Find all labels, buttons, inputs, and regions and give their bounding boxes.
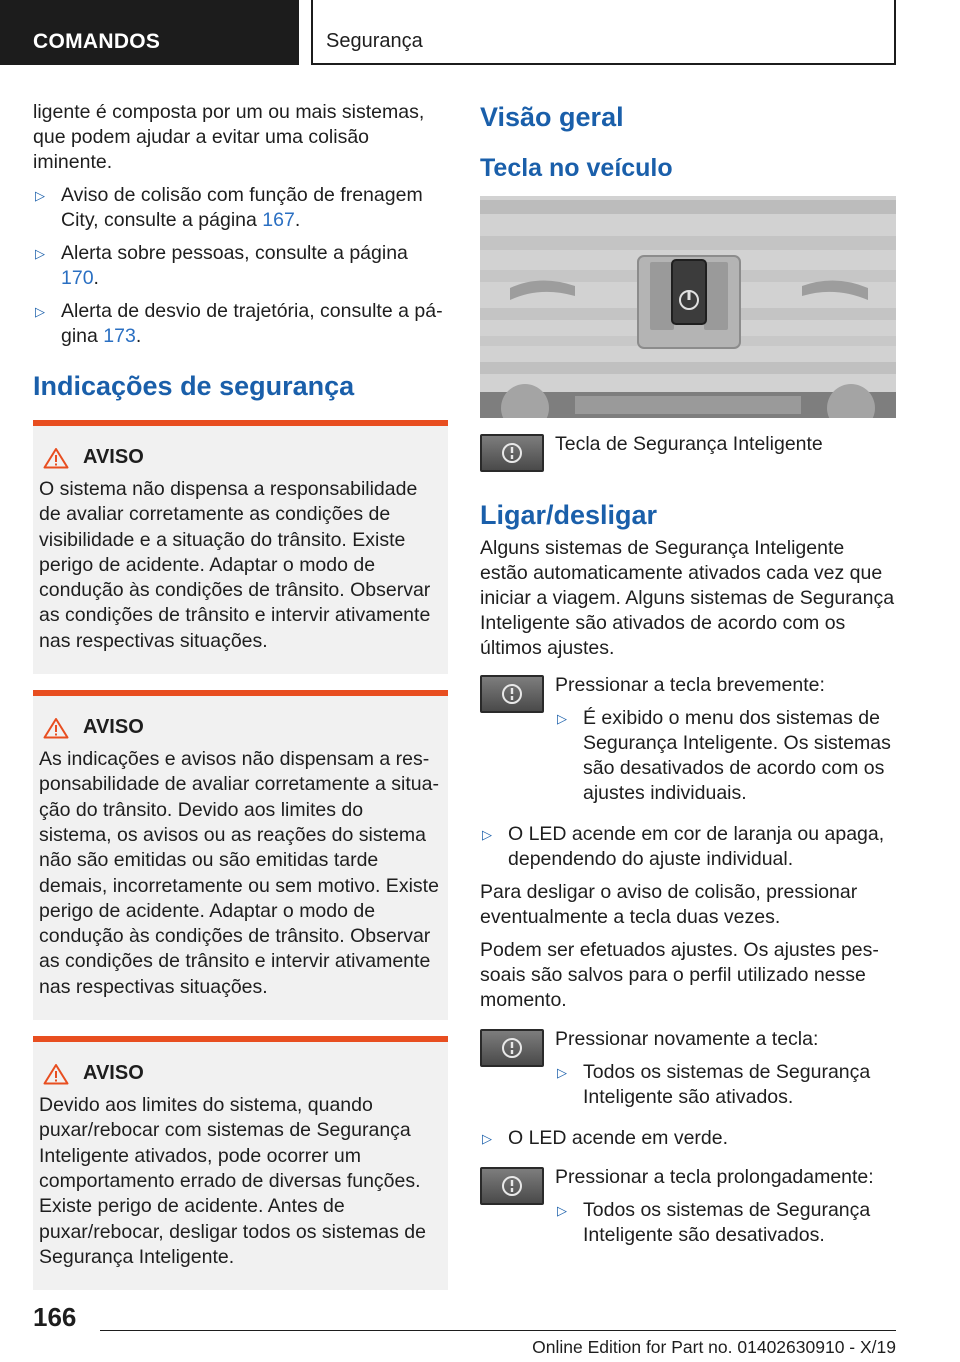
bullet-triangle-icon: ▷	[557, 1203, 567, 1218]
safety-key-icon	[500, 1036, 524, 1060]
list-item-text: É exibido o menu dos sistemas de Segurança Inteligente. Os sistemas são desativados de acordo com os ajustes individuais.	[583, 707, 891, 804]
warning-text: O sistema não dispensa a responsabilidade de avaliar corretamente as condições de visibilidade e a situação do trânsito. Existe perigo de acidente. Adaptar o modo de condução às condições de trânsito. Observar as condições de trânsito e intervir ativamente nas respectivas situações.	[39, 478, 431, 652]
list-item	[33, 183, 448, 233]
chapter-tab	[311, 0, 896, 65]
section-tab	[0, 0, 299, 65]
left-column	[33, 100, 448, 1302]
page-link[interactable]: 167	[262, 209, 295, 231]
disable-paragraph: Para desligar o aviso de colisão, pressionar eventualmente a tecla duas vezes.	[480, 881, 858, 928]
warning-box	[33, 420, 448, 674]
page-link[interactable]: 170	[61, 267, 94, 289]
warning-text: As indicações e avisos não dispensam a responsabilidade de avaliar corretamente a situação do trânsito. Devido aos limites do sistema, os avisos ou as reações do sistema não são emitidas ou são emitidas tarde demais, incorretamente ou sem motivo. Existe perigo de acidente. Adaptar o modo de condução às condições de trânsito. Observar as condições de trânsito e intervir ativamente nas respectivas situações.	[39, 748, 439, 998]
list-item	[555, 706, 896, 806]
vehicle-key-photo	[480, 196, 896, 418]
list-item-end: .	[93, 267, 99, 289]
page-link[interactable]: 173	[103, 325, 136, 347]
key-heading: Tecla no veículo	[480, 154, 673, 182]
right-column	[480, 100, 896, 1264]
intro-paragraph: ligente é composta por um ou mais sistemas, que podem ajudar a evitar uma colisão iminente.	[33, 101, 425, 173]
list-item-text: O LED acende em cor de laranja ou apaga, dependendo do ajuste individual.	[508, 823, 885, 870]
warning-title: AVISO	[83, 1062, 144, 1085]
safety-key-button	[480, 434, 544, 472]
chapter-title: Segurança	[326, 30, 423, 52]
list-item-text: Todos os sistemas de Segurança Inteligente são desativados.	[583, 1199, 871, 1246]
key-caption: Tecla de Segurança Inteligente	[555, 433, 823, 455]
bullet-triangle-icon: ▷	[557, 711, 567, 726]
bullet-triangle-icon: ▷	[557, 1065, 567, 1080]
list-item-text: Todos os sistemas de Segurança Inteligente são ativados.	[583, 1061, 871, 1108]
warning-box	[33, 1036, 448, 1290]
warning-title: AVISO	[83, 716, 144, 739]
overview-heading: Visão geral	[480, 102, 624, 132]
bullet-triangle-icon: ▷	[482, 1131, 492, 1146]
dashboard-illustration	[480, 196, 896, 418]
settings-paragraph: Podem ser efetuados ajustes. Os ajustes pessoais são salvos para o perfil utilizado nesse momento.	[480, 939, 879, 1011]
safety-key-icon	[500, 682, 524, 706]
warning-triangle-icon	[43, 717, 69, 739]
page-number: 166	[33, 1302, 77, 1332]
warning-triangle-icon	[43, 447, 69, 469]
press-short-text: Pressionar a tecla brevemente:	[555, 674, 825, 696]
key-caption-row	[480, 432, 896, 472]
list-item-text: Alerta sobre pessoas, consulte a página	[61, 242, 408, 264]
safety-key-button	[480, 675, 544, 713]
list-item	[33, 299, 448, 349]
section-title: COMANDOS	[33, 30, 161, 53]
bullet-triangle-icon: ▷	[35, 304, 45, 319]
safety-heading: Indicações de segurança	[33, 371, 355, 401]
safety-key-button	[480, 1167, 544, 1205]
list-item	[555, 1060, 896, 1110]
footer-divider	[100, 1330, 896, 1331]
bullet-triangle-icon: ▷	[35, 188, 45, 203]
list-item	[33, 241, 448, 291]
warning-triangle-icon	[43, 1063, 69, 1085]
bullet-triangle-icon: ▷	[482, 827, 492, 842]
list-item-text: Alerta de desvio de trajetória, consulte a página	[61, 300, 443, 347]
list-item-end: .	[135, 325, 142, 347]
onoff-paragraph: Alguns sistemas de Segurança Inteligente estão automaticamente ativados cada vez que iniciar a viagem. Alguns sistemas de Segurança Inteligente são ativados de acordo com os últimos ajustes.	[480, 537, 895, 659]
press-short-row	[480, 673, 896, 814]
warning-title: AVISO	[83, 446, 144, 468]
onoff-heading: Ligar/desligar	[480, 500, 658, 530]
press-again-text: Pressionar novamente a tecla:	[555, 1028, 819, 1050]
press-long-text: Pressionar a tecla prolongadamente:	[555, 1166, 874, 1188]
list-item	[555, 1198, 896, 1248]
press-long-row	[480, 1165, 896, 1256]
list-item-text: O LED acende em verde.	[508, 1127, 729, 1149]
safety-key-icon	[500, 441, 524, 465]
list-item-text: Aviso de colisão com função de frenagem City, consulte a página	[61, 184, 423, 231]
list-item	[480, 1126, 896, 1151]
press-again-row	[480, 1027, 896, 1118]
warning-text: Devido aos limites do sistema, quando puxar/rebocar com sistemas de Segurança Inteligente ativados, pode ocorrer um comportamento errado de diversas funções. Existe perigo de acidente. Antes de puxar/rebocar, desligar todos os sistemas de Segurança Inteligente.	[39, 1094, 426, 1268]
list-item-end: .	[294, 209, 301, 231]
bullet-triangle-icon: ▷	[35, 246, 45, 261]
footer-edition: Online Edition for Part no. 01402630910 - X/19	[532, 1337, 896, 1357]
warning-box	[33, 690, 448, 1020]
safety-key-icon	[500, 1174, 524, 1198]
list-item	[480, 822, 896, 872]
safety-key-button	[480, 1029, 544, 1067]
